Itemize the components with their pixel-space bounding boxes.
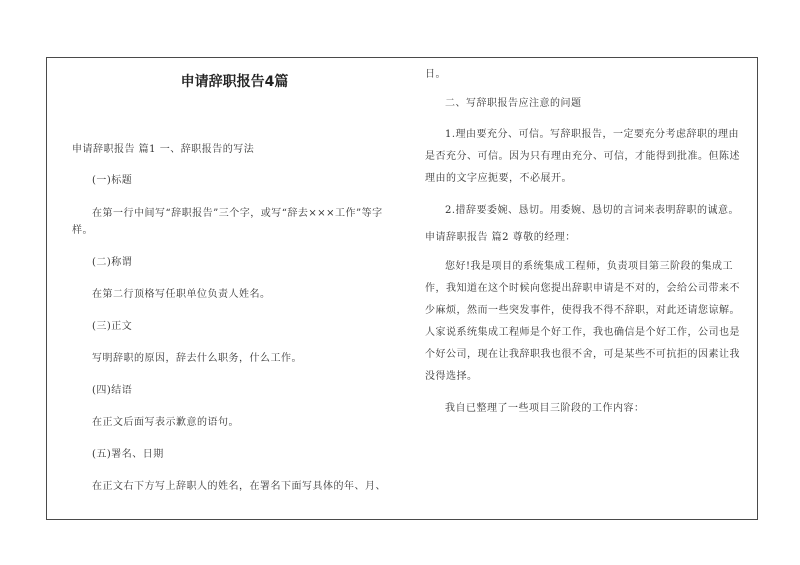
paragraph-closing-rule: 在正文后面写表示歉意的语句。: [92, 417, 239, 428]
left-column: [72, 66, 397, 495]
paragraph-salutation-rule: 在第二行顶格写任职单位负责人姓名。: [92, 289, 271, 300]
paragraph-wording-advice: 2.措辞要委婉、恳切。用委婉、恳切的言词来表明辞职的诚意。: [445, 205, 740, 216]
letter-2-body: 您好!我是项目的系统集成工程师，负责项目第三阶段的集成工作，我知道在这个时候向您提出辞职申请是不对的，会给公司带来不少麻烦，然而一些突发事件，使得我不得不辞职，对此还请您谅解。人家说系统集成工程师是个好工作，我也确信是个好工作，公司也是个好公司，现在让我辞职我也很不舍，可是某些不可抗拒的因素让我没得选择。: [425, 261, 740, 382]
section-heading-2: 二、写辞职报告应注意的问题: [445, 98, 582, 109]
paragraph-signature-rule: 在正文右下方写上辞职人的姓名，在署名下面写具体的年、月、: [92, 481, 386, 492]
letter-2-work-summary: 我自已整理了一些项目三阶段的工作内容：: [445, 403, 645, 414]
paragraph-reason-advice: 1.理由要充分、可信。写辞职报告，一定要充分考虑辞职的理由是否充分、可信。因为只有理由充分、可信，才能得到批准。但陈述理由的文字应扼要，不必展开。: [425, 129, 740, 184]
letter-2-salutation: 申请辞职报告 篇2 尊敬的经理：: [425, 232, 576, 243]
heading-title-item: (一)标题: [92, 175, 133, 186]
paragraph-title-rule: 在第一行中间写“辞职报告”三个字，或写“辞去×××工作”等字样。: [72, 208, 383, 236]
heading-closing: (四)结语: [92, 385, 133, 396]
document-title: 申请辞职报告4篇: [180, 74, 289, 90]
heading-signature-date: (五)署名、日期: [92, 449, 164, 460]
right-column: [425, 66, 745, 417]
section-heading-1: 申请辞职报告 篇1 一、辞职报告的写法: [72, 144, 255, 155]
heading-salutation: (二)称谓: [92, 257, 133, 268]
paragraph-continued-date: 日。: [425, 69, 446, 80]
heading-body: (三)正文: [92, 321, 133, 332]
paragraph-body-rule: 写明辞职的原因，辞去什么职务，什么工作。: [92, 353, 302, 364]
